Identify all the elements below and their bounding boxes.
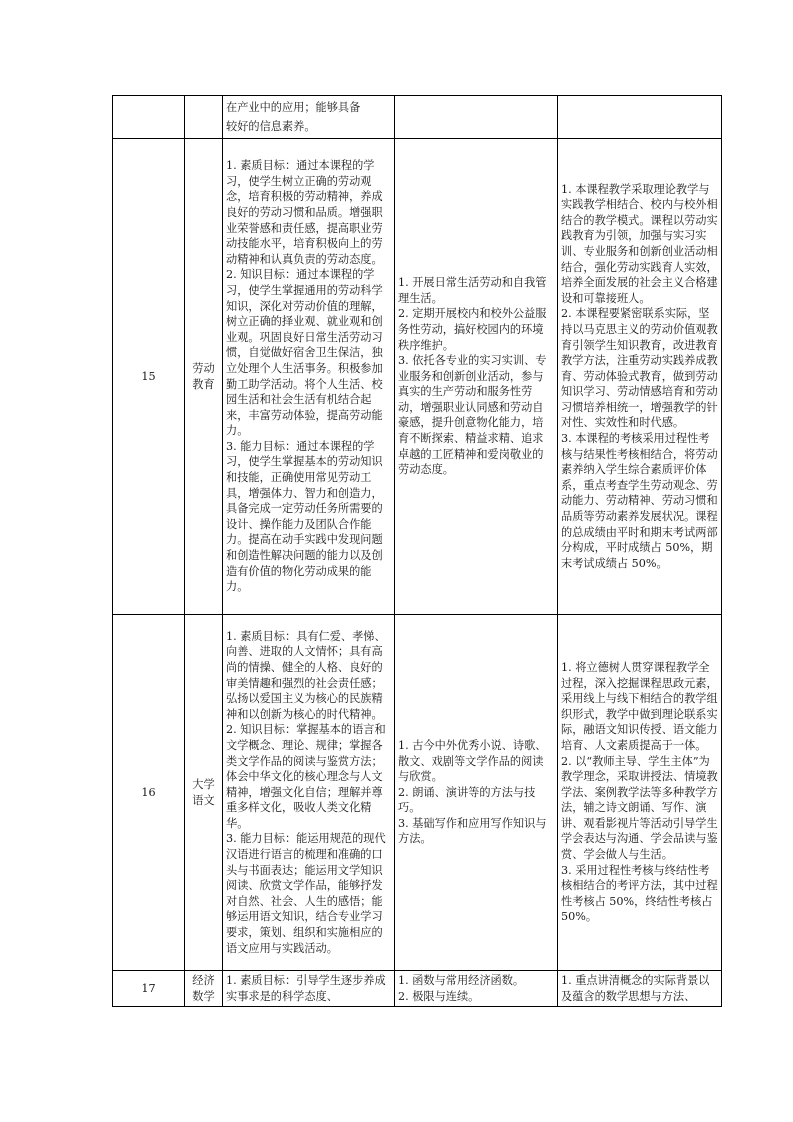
course-number-cell: 15	[113, 139, 185, 615]
teaching-method-cell	[558, 615, 722, 971]
course-name-cell: 劳动教育	[185, 139, 223, 615]
method-text: 1. 将立德树人贯穿课程教学全过程，深入挖掘课程思政元素，采用线上与线下相结合的教学组织形式，教学中做到理论联系实际，融语文知识传授、语文能力培育、人文素质提高于一体。	[561, 660, 718, 752]
course-name-cell	[185, 96, 223, 139]
curriculum-table	[112, 95, 722, 1007]
course-content-cell	[395, 96, 558, 139]
course-goals-cell	[223, 971, 395, 1007]
goal-text: 1. 素质目标：引导学生逐步养成实事求是的科学态度、	[226, 974, 386, 1003]
method-text: 3. 本课程的考核采用过程性考核与结果性考核相结合，将劳动素养纳入学生综合素质评价体系，重点考查学生劳动观念、劳动能力、劳动精神、劳动习惯和品质等劳动素养发展状况。课程的总成绩由平时和期末考试两部分构成，平时成绩占 50%，期末考试成绩占 50%。	[561, 432, 718, 570]
content-text: 2. 极限与连续。	[398, 989, 480, 1003]
course-content-cell	[395, 139, 558, 615]
teaching-method-cell	[558, 96, 722, 139]
content-text: 3. 依托各专业的实习实训、专业服务和创新创业活动，参与真实的生产劳动和服务性劳动，增强职业认同感和劳动自豪感，提升创意物化能力，培育不断探索、精益求精、追求卓越的工匠精神和爱岗敬业的劳动态度。	[398, 354, 547, 477]
course-number-cell: 17	[113, 971, 185, 1007]
table-row	[113, 615, 722, 971]
course-name-cell: 经济数学	[185, 971, 223, 1007]
content-text: 2. 朗诵、演讲等的方法与技巧。	[398, 785, 536, 815]
content-text: 2. 定期开展校内和校外公益服务性劳动，搞好校园内的环境秩序维护。	[398, 307, 547, 352]
course-goals-cell	[223, 139, 395, 615]
course-number-cell	[113, 96, 185, 139]
method-text: 1. 重点讲清概念的实际背景以及蕴含的数学思想与方法、	[561, 974, 710, 1003]
content-text: 1. 古今中外优秀小说、诗歌、散文、戏剧等文学作品的阅读与欣赏。	[398, 738, 547, 784]
goal-text: 在产业中的应用；能够具备	[226, 101, 361, 114]
method-text: 2. 本课程要紧密联系实际，坚持以马克思主义的劳动价值观教育引领学生知识教育，改进教育教学方法，注重劳动实践养成教育、劳动体验式教育，做到劳动知识学习、劳动情感培育和劳动习惯培养相统一，增强教学的针对性、实效性和时代感。	[561, 307, 718, 430]
goal-text: 3. 能力目标：能运用规范的现代汉语进行语言的梳理和准确的口头与书面表达；能运用文学知识阅读、欣赏文学作品，能够抒发对自然、社会、人生的感悟；能够运用语文知识，结合专业学习要求，策划、组织和实施相应的语文应用与实践活动。	[226, 832, 386, 955]
method-text: 1. 本课程教学采取理论教学与实践教学相结合、校内与校外相结合的教学模式。课程以劳动实践教育为引领，加强与实习实训、专业服务和创新创业活动相结合，强化劳动实践育人实效，培养全面发展的社会主义合格建设和可靠接班人。	[561, 182, 718, 305]
course-content-cell	[395, 615, 558, 971]
course-content-cell	[395, 971, 558, 1007]
teaching-method-cell	[558, 971, 722, 1007]
content-text: 1. 函数与常用经济函数。	[398, 974, 525, 987]
course-name-cell: 大学语文	[185, 615, 223, 971]
course-goals-cell	[223, 615, 395, 971]
method-text: 2. 以“教师主导、学生主体”为教学理念，采取讲授法、情境教学法、案例教学法等多种教学方法，辅之诗文朗诵、写作、演讲、观看影视片等活动引导学生学会表达与沟通、学会品读与鉴赏、学会做人与生活。	[561, 754, 718, 862]
table-row	[113, 96, 722, 139]
table-row	[113, 139, 722, 615]
goal-text: 1. 素质目标：具有仁爱、孝悌、向善、进取的人文情怀；具有高尚的情操、健全的人格、良好的审美情趣和强烈的社会责任感；弘扬以爱国主义为核心的民族精神和以创新为核心的时代精神。	[226, 629, 386, 721]
method-text: 3. 采用过程性考核与终结性考核相结合的考评方法，其中过程性考核占 50%，终结性考核占 50%。	[561, 863, 718, 924]
content-text: 1. 开展日常生活劳动和自我管理生活。	[398, 276, 547, 305]
goal-text: 2. 知识目标：通过本课程的学习，使学生掌握通用的劳动科学知识，深化对劳动价值的理解，树立正确的择业观、就业观和创业观。巩固良好日常生活劳动习惯，自觉做好宿舍卫生保洁，独立处理个人生活事务。积极参加勤工助学活动。将个人生活、校园生活和社会生活有机结合起来，丰富劳动体验，提高劳动能力。	[226, 268, 383, 438]
goal-text: 3. 能力目标：通过本课程的学习，使学生掌握基本的劳动知识和技能，正确使用常见劳动工具，增强体力、智力和创造力，具备完成一定劳动任务所需要的设计、操作能力及团队合作能力。提高在动手实践中发现问题和创造性解决问题的能力以及创造有价值的物化劳动成果的能力。	[226, 439, 383, 594]
goal-text: 2. 知识目标：掌握基本的语言和文学概念、理论、规律；掌握各类文学作品的阅读与鉴赏方法；体会中华文化的核心理念与人文精神，增强文化自信；理解并尊重多样文化，吸收人类文化精华。	[226, 723, 386, 830]
content-text: 3. 基础写作和应用写作知识与方法。	[398, 816, 547, 846]
course-number-cell: 16	[113, 615, 185, 971]
course-goals-cell	[223, 96, 395, 139]
goal-text: 较好的信息素养。	[226, 120, 316, 133]
goal-text: 1. 素质目标：通过本课程的学习，使学生树立正确的劳动观念，培育积极的劳动精神，养成良好的劳动习惯和品质。增强职业荣誉感和责任感，提高职业劳动技能水平，培育积极向上的劳动精神和认真负责的劳动态度。	[226, 159, 383, 266]
teaching-method-cell	[558, 139, 722, 615]
table-row	[113, 971, 722, 1007]
